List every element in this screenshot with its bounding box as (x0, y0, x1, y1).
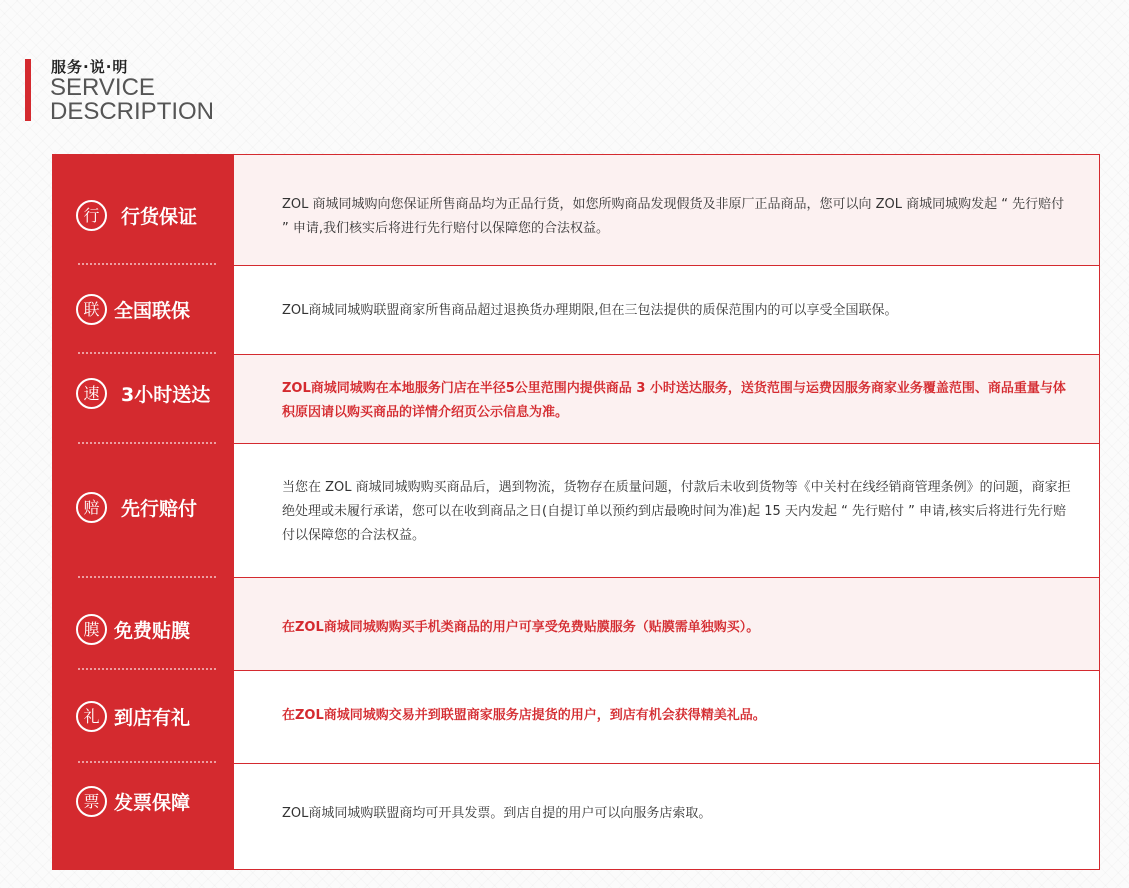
service-label-invoice (76, 786, 190, 817)
service-description: ZOL商城同城购联盟商均可开具发票。到店自提的用户可以向服务店索取。 (282, 806, 712, 821)
gift-icon: 礼 (76, 701, 107, 732)
header-title-en-line1: SERVICE (50, 74, 155, 101)
service-title: 3小时送达 (121, 384, 211, 406)
row-separator (78, 442, 216, 444)
service-title: 全国联保 (114, 300, 191, 322)
service-description: ZOL商城同城购联盟商家所售商品超过退换货办理期限,但在三包法提供的质保范围内的可以享受全国联保。 (282, 303, 898, 318)
service-description: 在ZOL商城同城购交易并到联盟商家服务店提货的用户，到店有机会获得精美礼品。 (282, 708, 766, 723)
row-separator (78, 576, 216, 578)
service-title: 行货保证 (121, 206, 198, 228)
film-icon: 膜 (76, 614, 107, 645)
invoice-icon: 票 (76, 786, 107, 817)
genuine-icon: 行 (76, 200, 107, 231)
row-separator (78, 352, 216, 354)
header-title-en (50, 76, 214, 124)
delivery-icon: 速 (76, 378, 107, 409)
service-label-film (76, 614, 190, 645)
service-title: 免费贴膜 (114, 620, 191, 642)
service-description: ZOL 商城同城购向您保证所售商品均为正品行货，如您所购商品发现假货及非原厂正品商品，您可以向 ZOL 商城同城购发起 “ 先行赔付 ” 申请,我们核实后将进行先行赔付以保障您的合法权益。 (282, 197, 1065, 236)
row-separator (78, 761, 216, 763)
header-accent-bar (25, 59, 31, 121)
service-label-warranty (76, 294, 190, 325)
service-label-compensation (76, 492, 197, 523)
row-separator (78, 668, 216, 670)
service-description: 在ZOL商城同城购购买手机类商品的用户可享受免费贴膜服务（贴膜需单独购买）。 (282, 620, 760, 635)
warranty-icon: 联 (76, 294, 107, 325)
service-title: 到店有礼 (114, 707, 191, 729)
service-description: ZOL商城同城购在本地服务门店在半径5公里范围内提供商品 3 小时送达服务，送货范围与运费因服务商家业务覆盖范围、商品重量与体积原因请以购买商品的详情介绍页公示信息为准。 (282, 381, 1066, 420)
service-title: 先行赔付 (121, 498, 198, 520)
compensation-icon: 赔 (76, 492, 107, 523)
service-label-delivery (76, 378, 210, 409)
service-panel (52, 154, 1101, 870)
service-description: 当您在 ZOL 商城同城购购买商品后，遇到物流，货物存在质量问题，付款后未收到货物等《中关村在线经销商管理条例》的问题，商家拒绝处理或未履行承诺，您可以在收到商品之日(自提订单以预约到店最晚时间为准)起 15 天内发起 “ 先行赔付 ” 申请,核实后将进行先行赔付以保障您的合法权益。 (282, 480, 1071, 543)
header-title-en-line2: DESCRIPTION (50, 98, 215, 125)
service-label-gift (76, 701, 190, 732)
header-title-cn: 服务·说·明 (51, 58, 129, 76)
service-label-genuine (76, 200, 197, 231)
row-separator (78, 263, 216, 265)
service-title: 发票保障 (114, 792, 191, 814)
